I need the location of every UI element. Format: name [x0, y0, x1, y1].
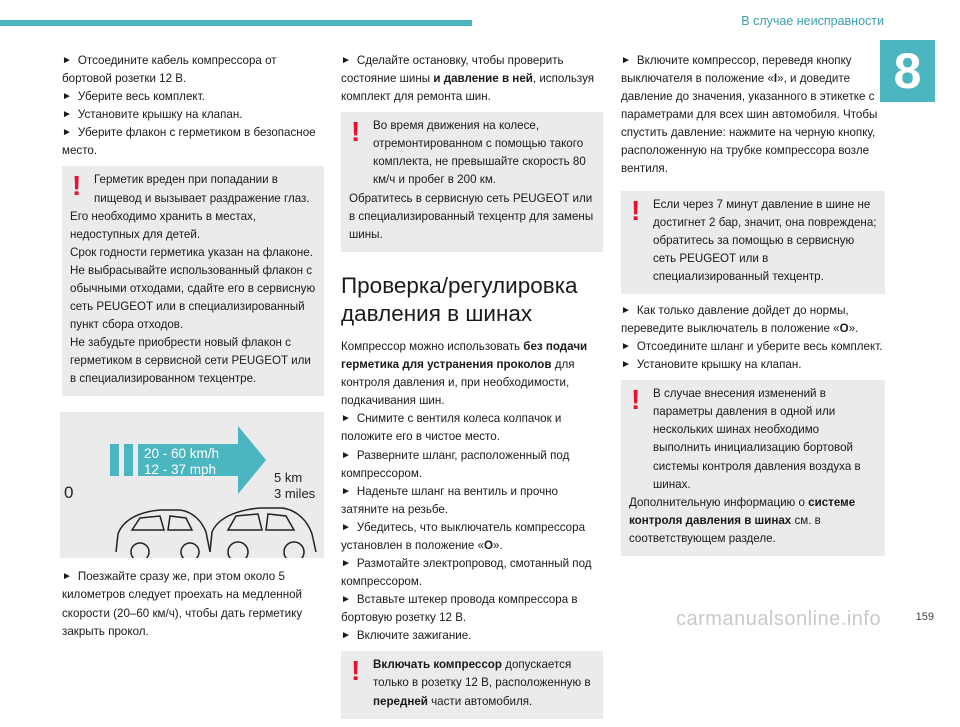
- warning-icon: !: [351, 116, 361, 148]
- warning-box-speed: [341, 112, 603, 252]
- step-remove-cap: ► Снимите с вентиля колеса колпачок и положите его в чистое место.: [341, 410, 603, 446]
- warning-text: В случае внесения изменений в параметры давления в одной или нескольких шинах необходимо выполнить инициализацию бортовой системы контроля давления воздуха в шинах.: [653, 387, 861, 491]
- warning-icon: !: [631, 194, 641, 226]
- warning-text: Не забудьте приобрести новый флакон с герметиком в сервисной сети PEUGEOT или в специализированном техцентре.: [70, 336, 311, 386]
- distance-miles: 3 miles: [274, 486, 316, 502]
- step-plug-in: ► Вставьте штекер провода компрессора в бортовую розетку 12 В.: [341, 591, 603, 627]
- speed-distance-diagram: [60, 412, 324, 558]
- step-install-cap-2: ► Установите крышку на клапан.: [621, 356, 885, 374]
- watermark: carmanualsonline.info: [676, 608, 882, 630]
- section-title: В случае неисправности: [741, 14, 884, 28]
- warning-text: Его необходимо хранить в местах, недоступных для детей.: [70, 209, 257, 241]
- step-store-bottle: ► Уберите флакон с герметиком в безопасное место.: [62, 124, 324, 160]
- step-unwind-cable: ► Размотайте электропровод, смотанный под компрессором.: [341, 555, 603, 591]
- warning-text: Не выбрасывайте использованный флакон с обычными отходами, сдайте его в сервисную сеть PEUGEOT или в специализированный пункт сбора отходов.: [70, 263, 316, 332]
- warning-text: Герметик вреден при попадании в пищевод и вызывает раздражение глаз.: [94, 173, 310, 205]
- start-zero: 0: [64, 483, 74, 503]
- distance-km: 5 km: [274, 470, 303, 486]
- page-number: 159: [915, 611, 934, 623]
- step-switch-off: ► Как только давление дойдет до нормы, переведите выключатель в положение «O».: [621, 302, 885, 338]
- step-attach-hose: ► Наденьте шланг на вентиль и прочно затяните на резьбе.: [341, 483, 603, 519]
- car-2-icon: [210, 508, 316, 558]
- step-check-switch: ► Убедитесь, что выключатель компрессора установлен в положение «O».: [341, 519, 603, 555]
- warning-box-socket: ! Включать компрессор допускается только в розетку 12 В, расположенную в передней части автомобиля.: [341, 651, 603, 718]
- warning-text: Обратитесь в сервисную сеть PEUGEOT или в специализированный техцентр для замены шины.: [349, 191, 594, 241]
- step-unfold-hose: ► Разверните шланг, расположенный под компрессором.: [341, 447, 603, 483]
- warning-text: Дополнительную информацию о системе контроля давления в шинах см. в соответствующем разделе.: [629, 495, 856, 545]
- speed-kmh: 20 - 60 km/h: [144, 446, 220, 462]
- top-accent-bar: [0, 20, 472, 26]
- column-3: [621, 52, 885, 564]
- warning-box-tpms: [621, 380, 885, 556]
- driving-illustration: [60, 412, 324, 558]
- step-store-kit: ► Уберите весь комплект.: [62, 88, 324, 106]
- stripe-1: [110, 444, 119, 476]
- speed-mph: 12 - 37 mph: [144, 462, 217, 478]
- intro-paragraph: Компрессор можно использовать без подачи герметика для устранения проколов для контроля давления и, при необходимости, подкачивания шин.: [341, 340, 588, 408]
- step-ignition: ► Включите зажигание.: [341, 627, 603, 645]
- step-install-cap: ► Установите крышку на клапан.: [62, 106, 324, 124]
- column-1: [62, 52, 324, 641]
- section-heading: Проверка/регулировка давления в шинах: [341, 272, 578, 326]
- column-2: [341, 52, 603, 727]
- warning-icon: !: [72, 170, 82, 202]
- warning-icon: !: [351, 655, 361, 687]
- step-disconnect-cable: ► Отсоедините кабель компрессора от бортовой розетки 12 В.: [62, 52, 324, 88]
- warning-icon: !: [631, 384, 641, 416]
- step-drive-slowly: ► Поезжайте сразу же, при этом около 5 километров следует проехать на медленной скорости (20–60 км/ч), чтобы дать герметику закрыть прокол.: [62, 568, 324, 640]
- warning-text: Во время движения на колесе, отремонтированном с помощью такого комплекта, не превышайте скорость 80 км/ч и пробег в 200 км.: [373, 119, 586, 187]
- step-disconnect-hose: ► Отсоедините шланг и уберите весь комплект.: [621, 338, 885, 356]
- stripe-2: [124, 444, 133, 476]
- warning-text: Если через 7 минут давление в шине не достигнет 2 бар, значит, она повреждена; обратитесь за помощью в сервисную сеть PEUGEOT или в специализированный техцентр.: [653, 197, 877, 283]
- warning-text: Срок годности герметика указан на флаконе.: [70, 245, 313, 259]
- step-inflate: ► Включите компрессор, переведя кнопку выключателя в положение «I», и доведите давление до значения, указанного в этикетке с параметрами для всех шин автомобиля. Чтобы спустить давление: нажмите на черную кнопку, расположенную на трубке компрессора возле вентиля.: [621, 52, 885, 179]
- step-check-tire: ► Сделайте остановку, чтобы проверить состояние шины и давление в ней, используя комплект для ремонта шин.: [341, 52, 603, 106]
- warning-box-pressure: [621, 191, 885, 294]
- chapter-badge: 8: [880, 40, 935, 102]
- car-1-icon: [116, 510, 210, 558]
- warning-box-sealant: [62, 166, 324, 396]
